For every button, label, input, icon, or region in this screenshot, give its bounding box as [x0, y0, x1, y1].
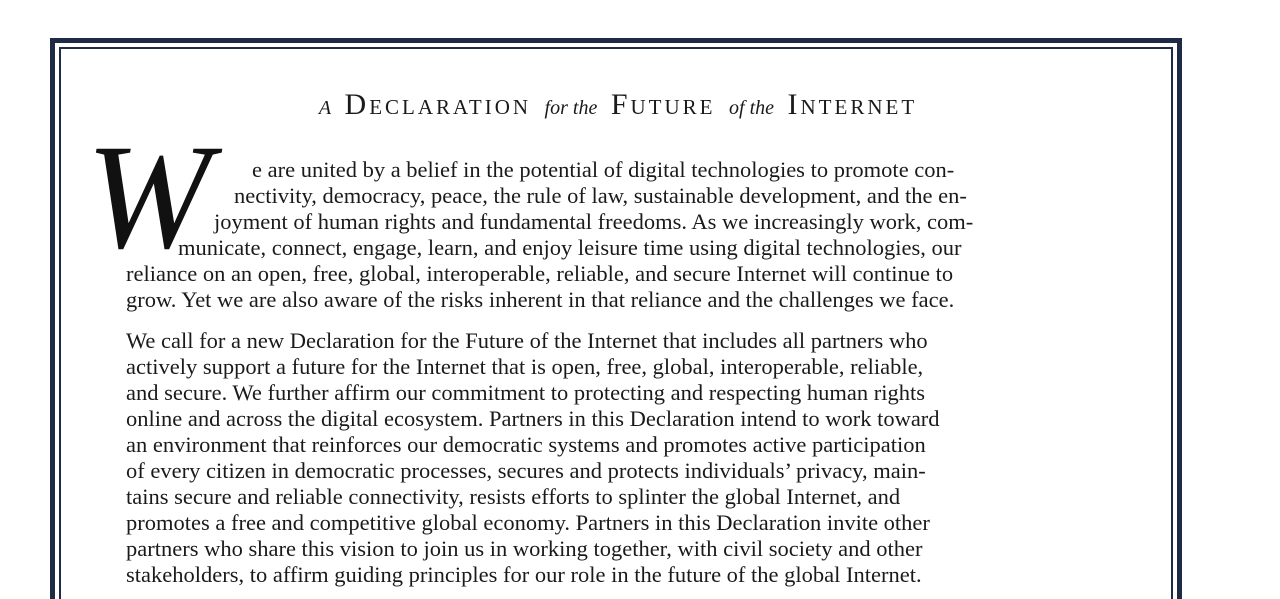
paragraph-2-line: an environment that reinforces our democratic systems and promotes active participation	[126, 432, 926, 457]
title-word-future: Future	[610, 88, 716, 121]
paragraph-1-line: grow. Yet we are also aware of the risks inherent in that reliance and the challenges we face.	[126, 287, 955, 312]
title-word-declaration: Declaration	[344, 88, 532, 121]
paragraph-1-line: joyment of human rights and fundamental freedoms. As we increasingly work, com-	[214, 209, 974, 234]
paragraph-2-line: stakeholders, to affirm guiding principles for our role in the future of the global Internet.	[126, 562, 922, 587]
drop-cap-letter: W	[86, 114, 211, 280]
title-article: A	[318, 97, 332, 119]
document-title	[50, 88, 1182, 122]
paragraph-2-line: partners who share this vision to join us in working together, with civil society and other	[126, 536, 923, 561]
paragraph-2-line: and secure. We further affirm our commitment to protecting and respecting human rights	[126, 380, 925, 405]
title-word-internet: Internet	[787, 88, 918, 121]
paragraph-2-line: of every citizen in democratic processes, secures and protects individuals’ privacy, main-	[126, 458, 926, 483]
title-connector-for-the: for the	[544, 97, 598, 119]
title-connector-of-the: of the	[729, 97, 775, 119]
paragraph-2-line: actively support a future for the Internet that is open, free, global, interoperable, reliable,	[126, 354, 924, 379]
paragraph-2-line: tains secure and reliable connectivity, resists efforts to splinter the global Internet, and	[126, 484, 901, 509]
paragraph-1-line: reliance on an open, free, global, interoperable, reliable, and secure Internet will continue to	[126, 261, 954, 286]
paragraph-1-line: nectivity, democracy, peace, the rule of law, sustainable development, and the en-	[234, 183, 967, 208]
paragraph-1-line: municate, connect, engage, learn, and enjoy leisure time using digital technologies, our	[178, 235, 962, 260]
paragraph-2-line: We call for a new Declaration for the Future of the Internet that includes all partners who	[126, 328, 928, 353]
paragraph-2-line: promotes a free and competitive global economy. Partners in this Declaration invite other	[126, 510, 930, 535]
paragraph-1-line: e are united by a belief in the potential of digital technologies to promote con-	[252, 157, 955, 182]
paragraph-2-line: online and across the digital ecosystem. Partners in this Declaration intend to work toward	[126, 406, 940, 431]
